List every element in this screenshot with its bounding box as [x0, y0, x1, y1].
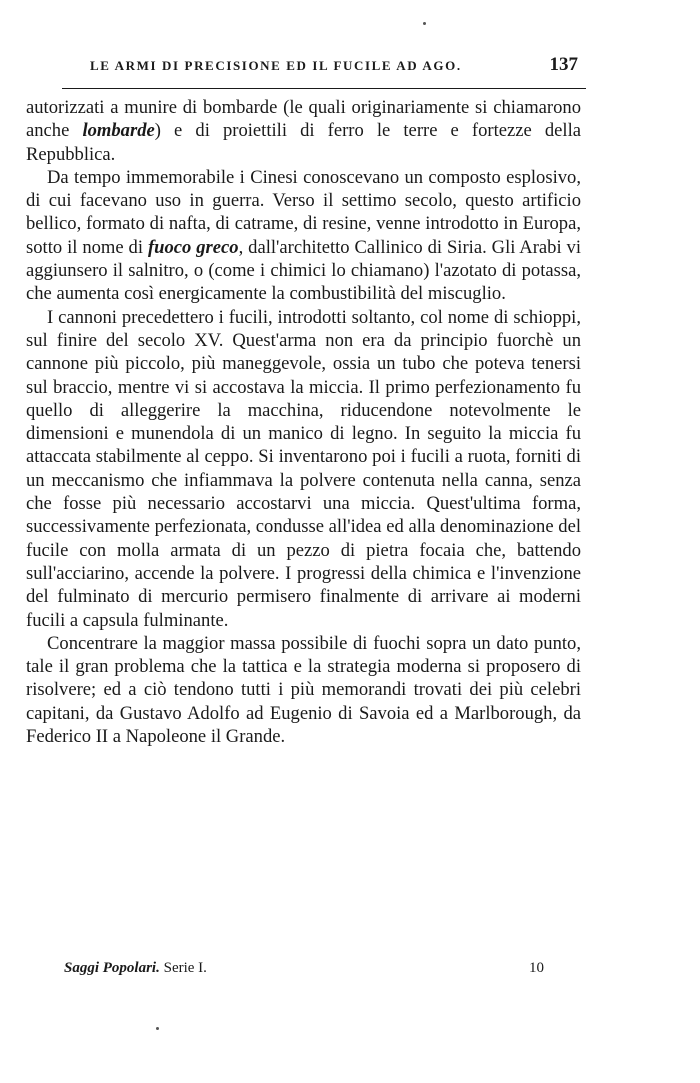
series-title: Saggi Popolari.: [64, 960, 160, 976]
print-speck: [423, 22, 426, 25]
page-header: [90, 56, 578, 76]
running-title: LE ARMI DI PRECISIONE ED IL FUCILE AD AGO.: [90, 58, 462, 73]
paragraph-1-text: autorizzati a munire di bombarde (le quali originariamente si chiamarono anche: [26, 97, 581, 142]
paragraph-2-text: Da tempo immemorabile i Cinesi conoscevano un composto esplosivo, di cui facevano uso in guerra. Verso il settimo secolo, questo artificio bellico, formato di nafta, di catrame, di resine, venne introdotto in Europa, sotto il nome di: [26, 166, 581, 258]
series-number: Serie I.: [159, 960, 207, 976]
header-rule: [62, 88, 586, 89]
page-body: [26, 96, 581, 748]
page-footer: [64, 960, 544, 982]
paragraph-2: [26, 166, 581, 306]
paragraph-4: Concentrare la maggior massa possibile di fuochi sopra un dato punto, tale il gran problema che la tattica e la strategia moderna si proposero di risolvere; ed a ciò tendono tutti i più memorandi trovati dei più celebri capitani, da Gustavo Adolfo ad Eugenio di Savoia ed a Marlborough, da Federico II a Napoleone il Grande.: [26, 632, 581, 748]
paragraph-1-italic: lombarde: [82, 120, 155, 142]
paragraph-3: I cannoni precedettero i fucili, introdotti soltanto, col nome di schioppi, sul finire del secolo XV. Quest'arma non era da principio fuorchè un cannone più piccolo, più maneggevole, ossia un tubo che poteva tenersi sul braccio, mentre vi si accostava la miccia. Il primo perfezionamento fu quello di alleggerire la macchina, riducendone notevolmente le dimensioni e munendola di un manico di legno. In seguito la miccia fu attaccata stabilmente al ceppo. Si inventarono poi i fucili a ruota, forniti di un meccanismo che infiammava la polvere contenuta nella canna, senza che fosse più necessario accostarvi una miccia. Quest'ultima forma, successivamente perfezionata, condusse all'idea ed alla denominazione del fucile con molla armata di un pezzo di pietra focaia che, battendo sull'acciarino, accende la polvere. I progressi della chimica e l'invenzione del fulminato di mercurio permisero finalmente di arrivare ai moderni fucili a capsula fulminante.: [26, 306, 581, 631]
print-speck: [156, 1027, 159, 1030]
signature-mark: 10: [529, 960, 544, 976]
paragraph-1: [26, 96, 581, 166]
page-number: 137: [549, 54, 578, 75]
paragraph-2-italic: fuoco greco: [147, 236, 239, 258]
series-line: [64, 960, 207, 977]
paragraph-1-end: ) e di proiettili di ferro le terre e fortezze della Repubblica.: [26, 120, 581, 165]
paragraph-2-end: , dall'architetto Callinico di Siria. Gli Arabi vi aggiunsero il salnitro, o (come i chimici lo chiamano) l'azotato di potassa, che aumenta così energicamente la combustibilità del miscuglio.: [26, 236, 581, 305]
